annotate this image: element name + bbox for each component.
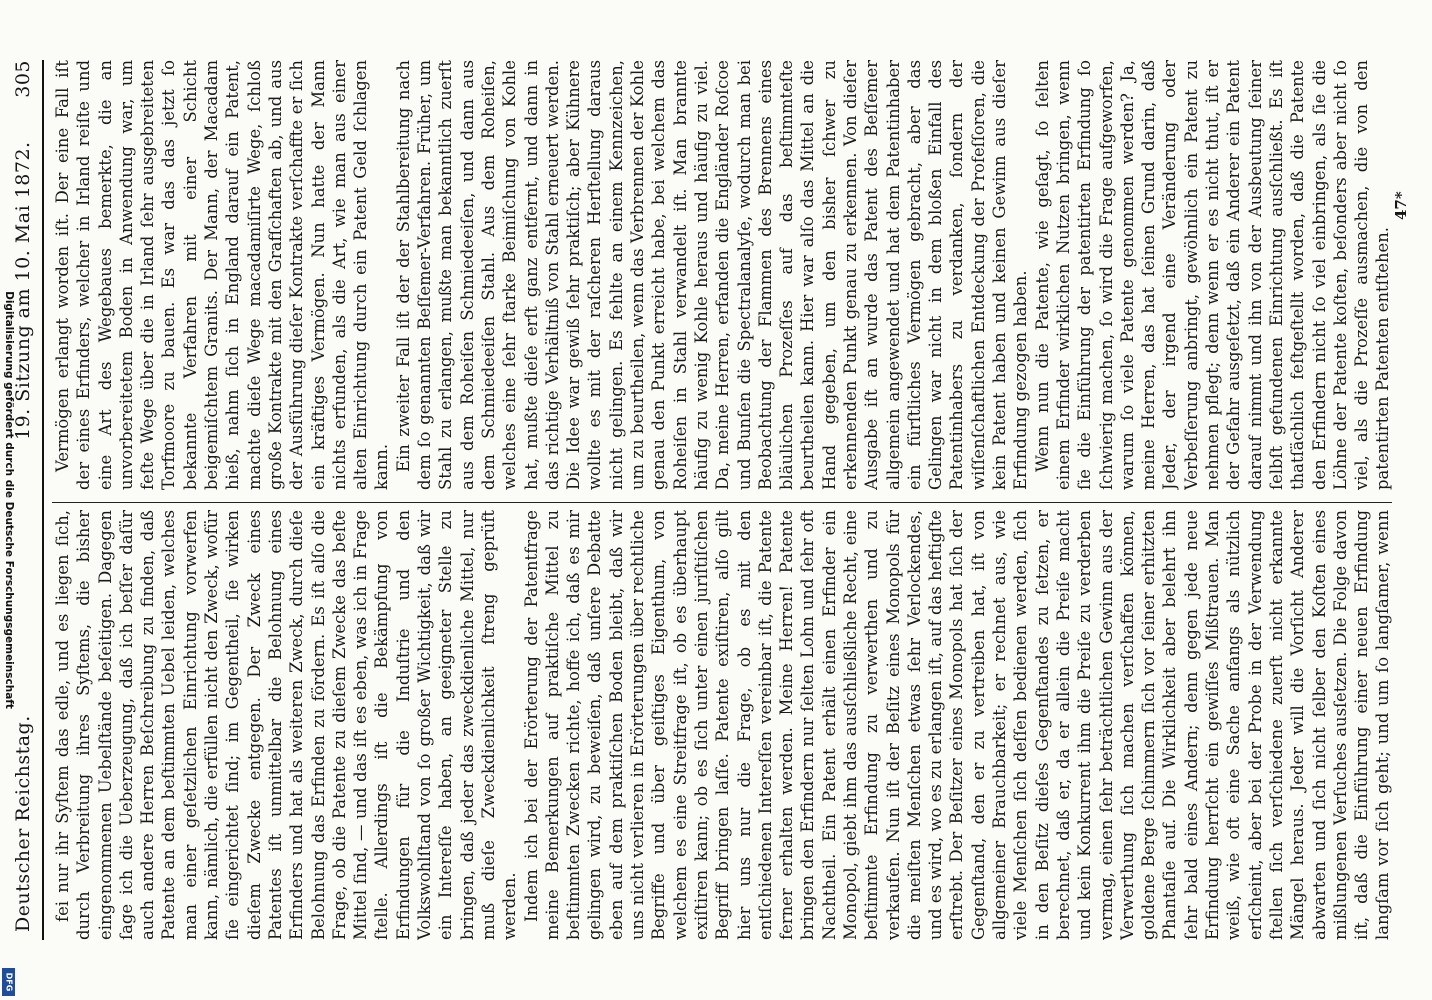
text-column-right	[52, 60, 1392, 490]
digitization-credit	[1, 0, 17, 1000]
header-session-date: 19. Sitzung am 10. Mai 1872.	[12, 141, 34, 440]
paragraph: fei nur ihr Syſtem das edle, und es liegen ſich, durch Verbreitung ihres Syſtems, die bisher eingenommenen Uebelſtände beſeitigen. Dagegen ſage ich die Ueberzeugung, daß ich beſſer daſür auch andere Herren Beſchreibung zu finden, daß Patente an dem beſtimmten Uebel leiden, welches man einer geſetzlichen Einrichtung vorwerfen kann, nämlich, die erfüllen nicht den Zweck, wofür ſie eingerichtet ſind; im Gegentheil, ſie wirken dieſem Zwecke entgegen. Der Zweck eines Patentes iſt unmittelbar die Belohnung eines Erfinders und hat als weiteren Zweck, durch dieſe Belohnung das Erfinden zu fördern. Es iſt alſo die Frage, ob die Patente zu dieſem Zwecke das beſte Mittel ſind, — und das iſt es eben, was ich in Frage ſtelle. Allerdings iſt die Bekämpfung von Erfindungen für die Induſtrie und den Volkswohlſtand von ſo großer Wichtigkeit, daß wir ein Intereſſe haben, an geeigneter Stelle zu bringen, daß jeder das zweckdienliche Mittel, nur muß dieſe Zweckdienlichkeit ſtreng geprüft werden.	[53, 510, 520, 940]
dfg-logo-text: DFG	[4, 972, 13, 992]
paragraph: Vermögen erlangt worden iſt. Der eine Fall iſt der eines Erfinders, welcher in Irland reiſte und eine Art des Wegebaues bemerkte, die an unvorbereitetem Boden in Anwendung war, um feſte Wege über die in Irland ſehr ausgebreiteten Torfmoore zu bauen. Es war das das jetzt ſo bekannte Verfahren mit einer Schicht beigemiſchtem Granits. Der Mann, der Macadam hieß, nahm ſich in England darauf ein Patent, machte dieſe Wege macadamiſirte Wege, ſchloß große Kontrakte mit den Grafſchaften ab, und aus der Ausführung dieſer Kontrakte verſchaffte er ſich ein kräftiges Vermögen. Nun hatte der Mann nichts erfunden, als die Art, wie man aus einer alten Einrichtung durch ein Patent Geld ſchlagen kann.	[53, 60, 392, 490]
paragraph: Ein zweiter Fall iſt der der Stahlbereitung nach dem ſo genannten Beſſemer-Verfahren. Früher, um Stahl zu erlangen, mußte man bekanntlich zuerſt aus dem Roheiſen Schmiedeeiſen, und dann aus dem Schmiedeeiſen Stahl. Aus dem Roheiſen, welches eine ſehr ſtarke Beimiſchung von Kohle hat, mußte dieſe erſt ganz entfernt, und dann in das richtige Verhältniß von Stahl erneuert werden. Die Idee war gewiß ſehr praktiſch; aber Kühnere wollte es mit der raſcheren Herſtellung daraus nicht gelingen. Es fehlte an einem Kennzeichen, um zu beurtheilen, wenn das Verbrennen der Kohle genau den Punkt erreicht habe, bei welchem das Roheiſen in Stahl verwandelt iſt. Man brannte häufig zu wenig Kohle heraus und häufig zu viel. Da, meine Herren, erfanden die Engländer Roſcoe und Bunſen die Spectralanalyſe, wodurch man bei Beobachtung der Flammen des Brennens eines bläulichen Prozeſſes auf das beſtimmteſte beurtheilen kann. Hier war alſo das Mittel an die Hand gegeben, um den bisher ſchwer zu erkennenden Punkt genau zu erkennen. Von dieſer Ausgabe iſt an wurde das Patent des Beſſemer allgemein angewendet und hat dem Patentinhaber ein fürſtliches Vermögen gebracht, aber das Gelingen war nicht in dem bloßen Einfall des Patentinhabers zu verdanken, ſondern der wiſſenſchaftlichen Entdeckung der Profeſſoren, die kein Patent haben und keinen Gewinn aus dieſer Erfindung gezogen haben.	[393, 60, 1031, 490]
header-rule	[42, 60, 44, 940]
header-page-number: 305	[12, 60, 34, 98]
paragraph: Wenn nun die Patente, wie geſagt, ſo ſelten einem Erfinder wirklichen Nutzen bringen, wenn ſie die Einführung der patentirten Erfindung ſo ſchwierig machen, ſo wird die Frage aufgeworfen, warum ſo viele Patente genommen werden? Ja, meine Herren, das hat ſeinen Grund darin, daß Jeder, der irgend eine Veränderung oder Verbeſſerung anbringt, gewöhnlich ein Patent zu nehmen pflegt; denn wenn er es nicht thut, iſt er der Gefahr ausgeſetzt, daß ein Anderer ein Patent darauf nimmt und ihn von der Ausbeutung ſeiner ſelbſt gefundenen Einrichtung ausſchließt. Es iſt thatſächlich feſtgeſtellt worden, daß die Patente den Erfindern nicht ſo viel einbringen, als ſie die Löhne der Patente koſten, beſonders aber nicht ſo viel, als die Prozeſſe ausmachen, die von den patentirten Patenten entſtehen.	[1032, 60, 1392, 490]
dfg-logo	[2, 968, 15, 996]
column-divider	[52, 502, 1392, 503]
text-column-left	[52, 510, 1392, 940]
sheet-signature: 47*	[1392, 191, 1410, 220]
credit-text: Digitalisierung gefördert durch die Deutsche Forschungsgemeinschaft	[3, 291, 15, 709]
paragraph: Indem ich bei der Erörterung der Patentfrage meine Bemerkungen auf praktiſche Mittel zu beſtimmten Zwecken richte, hoffe ich, daß es mir gelingen wird, zu beweiſen, daß unſere Debatte eben auf dem praktiſchen Boden bleibt, daß wir uns nicht verlieren in Erörterungen über rechtliche Begriffe und über geiſtiges Eigenthum, von welchem es eine Streitfrage iſt, ob es überhaupt exiſtiren kann; ob es ſich unter einen juriſtiſchen Begriff bringen laſſe. Patente exiſtiren, alſo gilt hier uns nur die Frage, ob es mit den entſchiedenen Intereſſen vereinbar iſt, die Patente ferner erhalten werden. Meine Herren! Patente bringen den Erfindern nur ſelten Lohn und ſehr oft Nachtheil. Ein Patent erhält einen Erfinder ein Monopol, giebt ihm das ausſchließliche Recht, eine beſtimmte Erfindung zu verwerthen und zu verkaufen. Nun iſt der Beſitz eines Monopols für die meiſten Menſchen etwas ſehr Verlockendes, und es wird, wo es zu erlangen iſt, auf das heftigſte erſtrebt. Der Beſitzer eines Monopols hat ſich der Gegenſtand, den er zu vertreiben hat, iſt von allgemeiner Brauchbarkeit; er rechnet aus, wie viele Menſchen ſich deſſen bedienen werden, ſich in den Beſitz dieſes Gegenſtandes zu ſetzen, er berechnet, daß er, da er allein die Preiſe macht und kein Konkurrent ihm die Preiſe zu verderben vermag, einen ſehr beträchtlichen Gewinn aus der Verwerthung ſich machen verſchaffen können, goldene Berge ſchimmern ſich vor ſeiner erhitzten Phantaſie auf. Die Wirklichkeit aber belehrt ihn ſehr bald eines Andern; denn gegen jede neue Erfindung herrſcht ein gewiſſes Mißtrauen. Man weiß, wie oft eine Sache anfangs als nützlich erſcheint, aber bei der Probe in der Verwendung ſtellen ſich verſchiedene zuerſt nicht erkannte Mängel heraus. Jeder will die Vorſicht Anderer abwarten und ſich nicht ſelber den Koſten eines mißlungenen Verſuches ausſetzen. Die Folge davon iſt, daß die Einführung einer neuen Erfindung langſam vor ſich geht; und um ſo langſamer, wenn	[521, 510, 1392, 940]
header-publication: Deutscher Reichstag.	[12, 715, 34, 932]
